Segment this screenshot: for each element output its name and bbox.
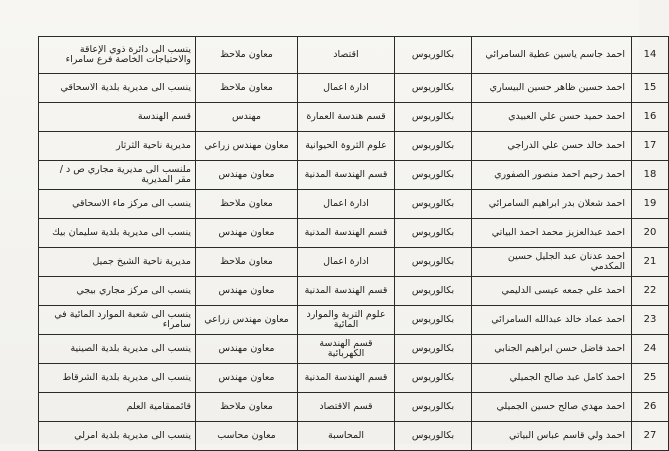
table-row [39, 190, 669, 219]
employee-name: احمد مهدي صالح حسين الجميلي [472, 393, 632, 422]
specialization: قسم الهندسة المدنية [298, 161, 395, 190]
degree: بكالوريوس [395, 393, 472, 422]
assignment: مديرية ناحية الشيخ جميل [39, 248, 196, 277]
specialization: ادارة اعمال [298, 190, 395, 219]
job-title: معاون مهندس [196, 335, 298, 364]
table-row [39, 306, 669, 335]
employee-name: احمد فاضل حسن ابراهيم الجنابي [472, 335, 632, 364]
degree: بكالوريوس [395, 74, 472, 103]
job-title: معاون ملاحظ [196, 190, 298, 219]
row-number: 25 [632, 364, 669, 393]
assignment: ينسب الى مديرية بلدية الاسحاقي [39, 74, 196, 103]
assignment: ينسب الى شعبة الموارد المائية في سامراء [39, 306, 196, 335]
employee-name: احمد جاسم ياسين عطية السامرائي [472, 37, 632, 74]
job-title: معاون ملاحظ [196, 248, 298, 277]
specialization: قسم الهندسة المدنية [298, 277, 395, 306]
job-title: معاون مهندس زراعي [196, 132, 298, 161]
assignment: ينسب الى مديرية بلدية امرلي [39, 422, 196, 451]
degree: بكالوريوس [395, 103, 472, 132]
employees-table [38, 36, 669, 451]
table-row [39, 161, 669, 190]
degree: بكالوريوس [395, 190, 472, 219]
row-number: 26 [632, 393, 669, 422]
employee-name: احمد شعلان بدر ابراهيم السامرائي [472, 190, 632, 219]
degree: بكالوريوس [395, 335, 472, 364]
assignment: قسم الهندسة [39, 103, 196, 132]
specialization: المحاسبة [298, 422, 395, 451]
table-row [39, 74, 669, 103]
row-number: 22 [632, 277, 669, 306]
degree: بكالوريوس [395, 364, 472, 393]
employee-name: احمد عبدالعزيز محمد احمد البياتي [472, 219, 632, 248]
specialization: قسم الهندسة المدنية [298, 364, 395, 393]
employee-name: احمد عماد خالد عبدالله السامرائي [472, 306, 632, 335]
table-row [39, 393, 669, 422]
employee-name: احمد حسين ظاهر حسين البيساري [472, 74, 632, 103]
employee-name: احمد علي جمعه عيسى الدليمي [472, 277, 632, 306]
table-row [39, 277, 669, 306]
job-title: معاون مهندس [196, 219, 298, 248]
employee-name: احمد ولي قاسم عباس البياتي [472, 422, 632, 451]
job-title: معاون ملاحظ [196, 393, 298, 422]
job-title: معاون ملاحظ [196, 37, 298, 74]
job-title: معاون ملاحظ [196, 74, 298, 103]
assignment: ينسب الى مديرية بلدية سليمان بيك [39, 219, 196, 248]
degree: بكالوريوس [395, 306, 472, 335]
degree: بكالوريوس [395, 37, 472, 74]
assignment: ينسب الى مركز ماء الاسحاقي [39, 190, 196, 219]
row-number: 14 [632, 37, 669, 74]
specialization: ادارة اعمال [298, 74, 395, 103]
assignment: ملنسب الى مديرية مجاري ص د / مقر المديرية [39, 161, 196, 190]
assignment: مديرية ناحية الثرثار [39, 132, 196, 161]
row-number: 23 [632, 306, 669, 335]
assignment: قائممقامية العلم [39, 393, 196, 422]
degree: بكالوريوس [395, 277, 472, 306]
row-number: 24 [632, 335, 669, 364]
specialization: علوم التربة والموارد المائية [298, 306, 395, 335]
job-title: معاون مهندس [196, 364, 298, 393]
job-title: معاون محاسب [196, 422, 298, 451]
table-row [39, 219, 669, 248]
specialization: قسم الاقتصاد [298, 393, 395, 422]
degree: بكالوريوس [395, 248, 472, 277]
row-number: 17 [632, 132, 669, 161]
specialization: قسم هندسة العمارة [298, 103, 395, 132]
degree: بكالوريوس [395, 132, 472, 161]
job-title: معاون مهندس [196, 277, 298, 306]
employee-name: احمد عدنان عبد الجليل حسين المكدمي [472, 248, 632, 277]
job-title: معاون مهندس [196, 161, 298, 190]
specialization: قسم الهندسة المدنية [298, 219, 395, 248]
assignment: ينسب الى مركز مجاري بيجي [39, 277, 196, 306]
specialization: اقتصاد [298, 37, 395, 74]
employee-name: احمد كامل عبد صالح الجميلي [472, 364, 632, 393]
degree: بكالوريوس [395, 161, 472, 190]
job-title: مهندس [196, 103, 298, 132]
table-row [39, 248, 669, 277]
specialization: قسم الهندسة الكهربائية [298, 335, 395, 364]
row-number: 16 [632, 103, 669, 132]
table-row [39, 37, 669, 74]
row-number: 19 [632, 190, 669, 219]
assignment: ينسب الى دائرة ذوي الإعاقة والاحتياجات الخاصة فرع سامراء [39, 37, 196, 74]
row-number: 15 [632, 74, 669, 103]
table-row [39, 422, 669, 451]
degree: بكالوريوس [395, 219, 472, 248]
specialization: علوم الثروة الحيوانية [298, 132, 395, 161]
table-row [39, 335, 669, 364]
employee-name: احمد رحيم احمد منصور الصفوري [472, 161, 632, 190]
degree: بكالوريوس [395, 422, 472, 451]
specialization: ادارة اعمال [298, 248, 395, 277]
table-row [39, 132, 669, 161]
table-row [39, 364, 669, 393]
table-row [39, 103, 669, 132]
job-title: معاون مهندس زراعي [196, 306, 298, 335]
employee-name: احمد حميد حسن علي العبيدي [472, 103, 632, 132]
row-number: 27 [632, 422, 669, 451]
assignment: ينسب الى مديرية بلدية الصينية [39, 335, 196, 364]
row-number: 21 [632, 248, 669, 277]
employee-name: احمد خالد حسن علي الدراجي [472, 132, 632, 161]
row-number: 18 [632, 161, 669, 190]
assignment: ينسب الى مديرية بلدية الشرقاط [39, 364, 196, 393]
row-number: 20 [632, 219, 669, 248]
